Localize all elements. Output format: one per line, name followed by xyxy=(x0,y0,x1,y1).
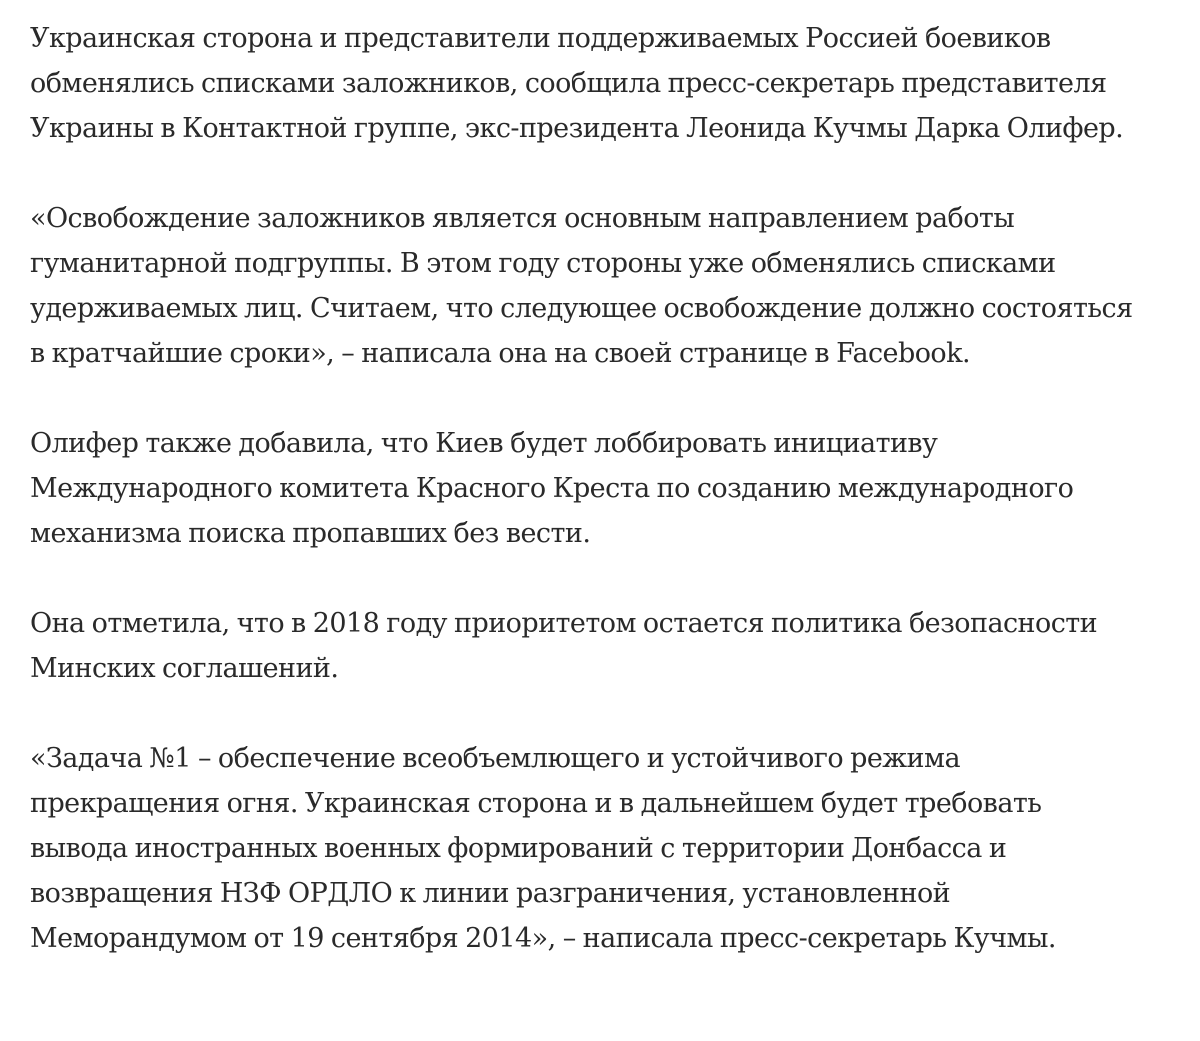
text-line: Она отметила, что в 2018 году приоритетом остается политика безопасности xyxy=(30,608,1098,639)
text-line: возвращения НЗФ ОРДЛО к линии разграничения, установленной xyxy=(30,878,951,909)
text-line: «Освобождение заложников является основным направлением работы xyxy=(30,203,1015,234)
text-line: Минских соглашений. xyxy=(30,653,339,684)
text-line: прекращения огня. Украинская сторона и в дальнейшем будет требовать xyxy=(30,788,1042,819)
text-line: гуманитарной подгруппы. В этом году стороны уже обменялись списками xyxy=(30,248,1056,279)
text-line: механизма поиска пропавших без вести. xyxy=(30,518,591,549)
text-line: Международного комитета Красного Креста по созданию международного xyxy=(30,473,1074,504)
paragraph-quote-release xyxy=(30,196,1176,376)
text-line: обменялись списками заложников, сообщила пресс-секретарь представителя xyxy=(30,68,1107,99)
paragraph-quote-ceasefire xyxy=(30,736,1176,961)
text-line: «Задача №1 – обеспечение всеобъемлющего и устойчивого режима xyxy=(30,743,960,774)
text-line: Украины в Контактной группе, экс-президента Леонида Кучмы Дарка Олифер. xyxy=(30,113,1124,144)
text-line: Олифер также добавила, что Киев будет лоббировать инициативу xyxy=(30,428,938,459)
text-line: удерживаемых лиц. Считаем, что следующее освобождение должно состояться xyxy=(30,293,1133,324)
paragraph-priority-2018 xyxy=(30,601,1176,691)
text-line: Меморандумом от 19 сентября 2014», – написала пресс-секретарь Кучмы. xyxy=(30,923,1056,954)
paragraph-hostage-lists xyxy=(30,16,1176,151)
text-line: вывода иностранных военных формирований с территории Донбасса и xyxy=(30,833,1007,864)
paragraph-red-cross xyxy=(30,421,1176,556)
text-line: в кратчайшие сроки», – написала она на своей странице в Facebook. xyxy=(30,338,970,369)
text-line: Украинская сторона и представители поддерживаемых Россией боевиков xyxy=(30,23,1051,54)
